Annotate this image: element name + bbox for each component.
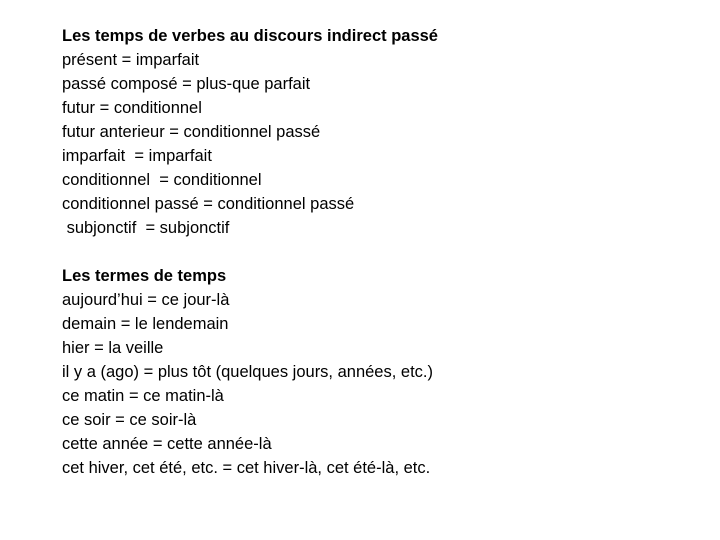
section-spacer <box>62 240 702 264</box>
rule-conditionnel: conditionnel = conditionnel <box>62 171 262 189</box>
term-cet-hiver: cet hiver, cet été, etc. = cet hiver-là, cet été-là, etc. <box>62 459 431 477</box>
rule-conditionnel-passe: conditionnel passé = conditionnel passé <box>62 195 355 213</box>
term-demain: demain = le lendemain <box>62 315 229 333</box>
rule-present: présent = imparfait <box>62 51 200 69</box>
term-ce-soir: ce soir = ce soir-là <box>62 411 197 429</box>
rule-subjonctif: subjonctif = subjonctif <box>62 219 230 237</box>
term-cette-annee: cette année = cette année-là <box>62 435 272 453</box>
term-hier: hier = la veille <box>62 339 164 357</box>
section-title-time-terms: Les termes de temps <box>62 267 227 285</box>
rule-futur: futur = conditionnel <box>62 99 202 117</box>
term-aujourdhui: aujourd’hui = ce jour-là <box>62 291 230 309</box>
section-title-verb-tenses: Les temps de verbes au discours indirect passé <box>62 27 438 45</box>
rule-passe-compose: passé composé = plus-que parfait <box>62 75 311 93</box>
term-ce-matin: ce matin = ce matin-là <box>62 387 224 405</box>
term-il-y-a: il y a (ago) = plus tôt (quelques jours, années, etc.) <box>62 363 433 381</box>
rule-futur-anterieur: futur anterieur = conditionnel passé <box>62 123 321 141</box>
rule-imparfait: imparfait = imparfait <box>62 147 212 165</box>
slide-content <box>62 24 702 480</box>
